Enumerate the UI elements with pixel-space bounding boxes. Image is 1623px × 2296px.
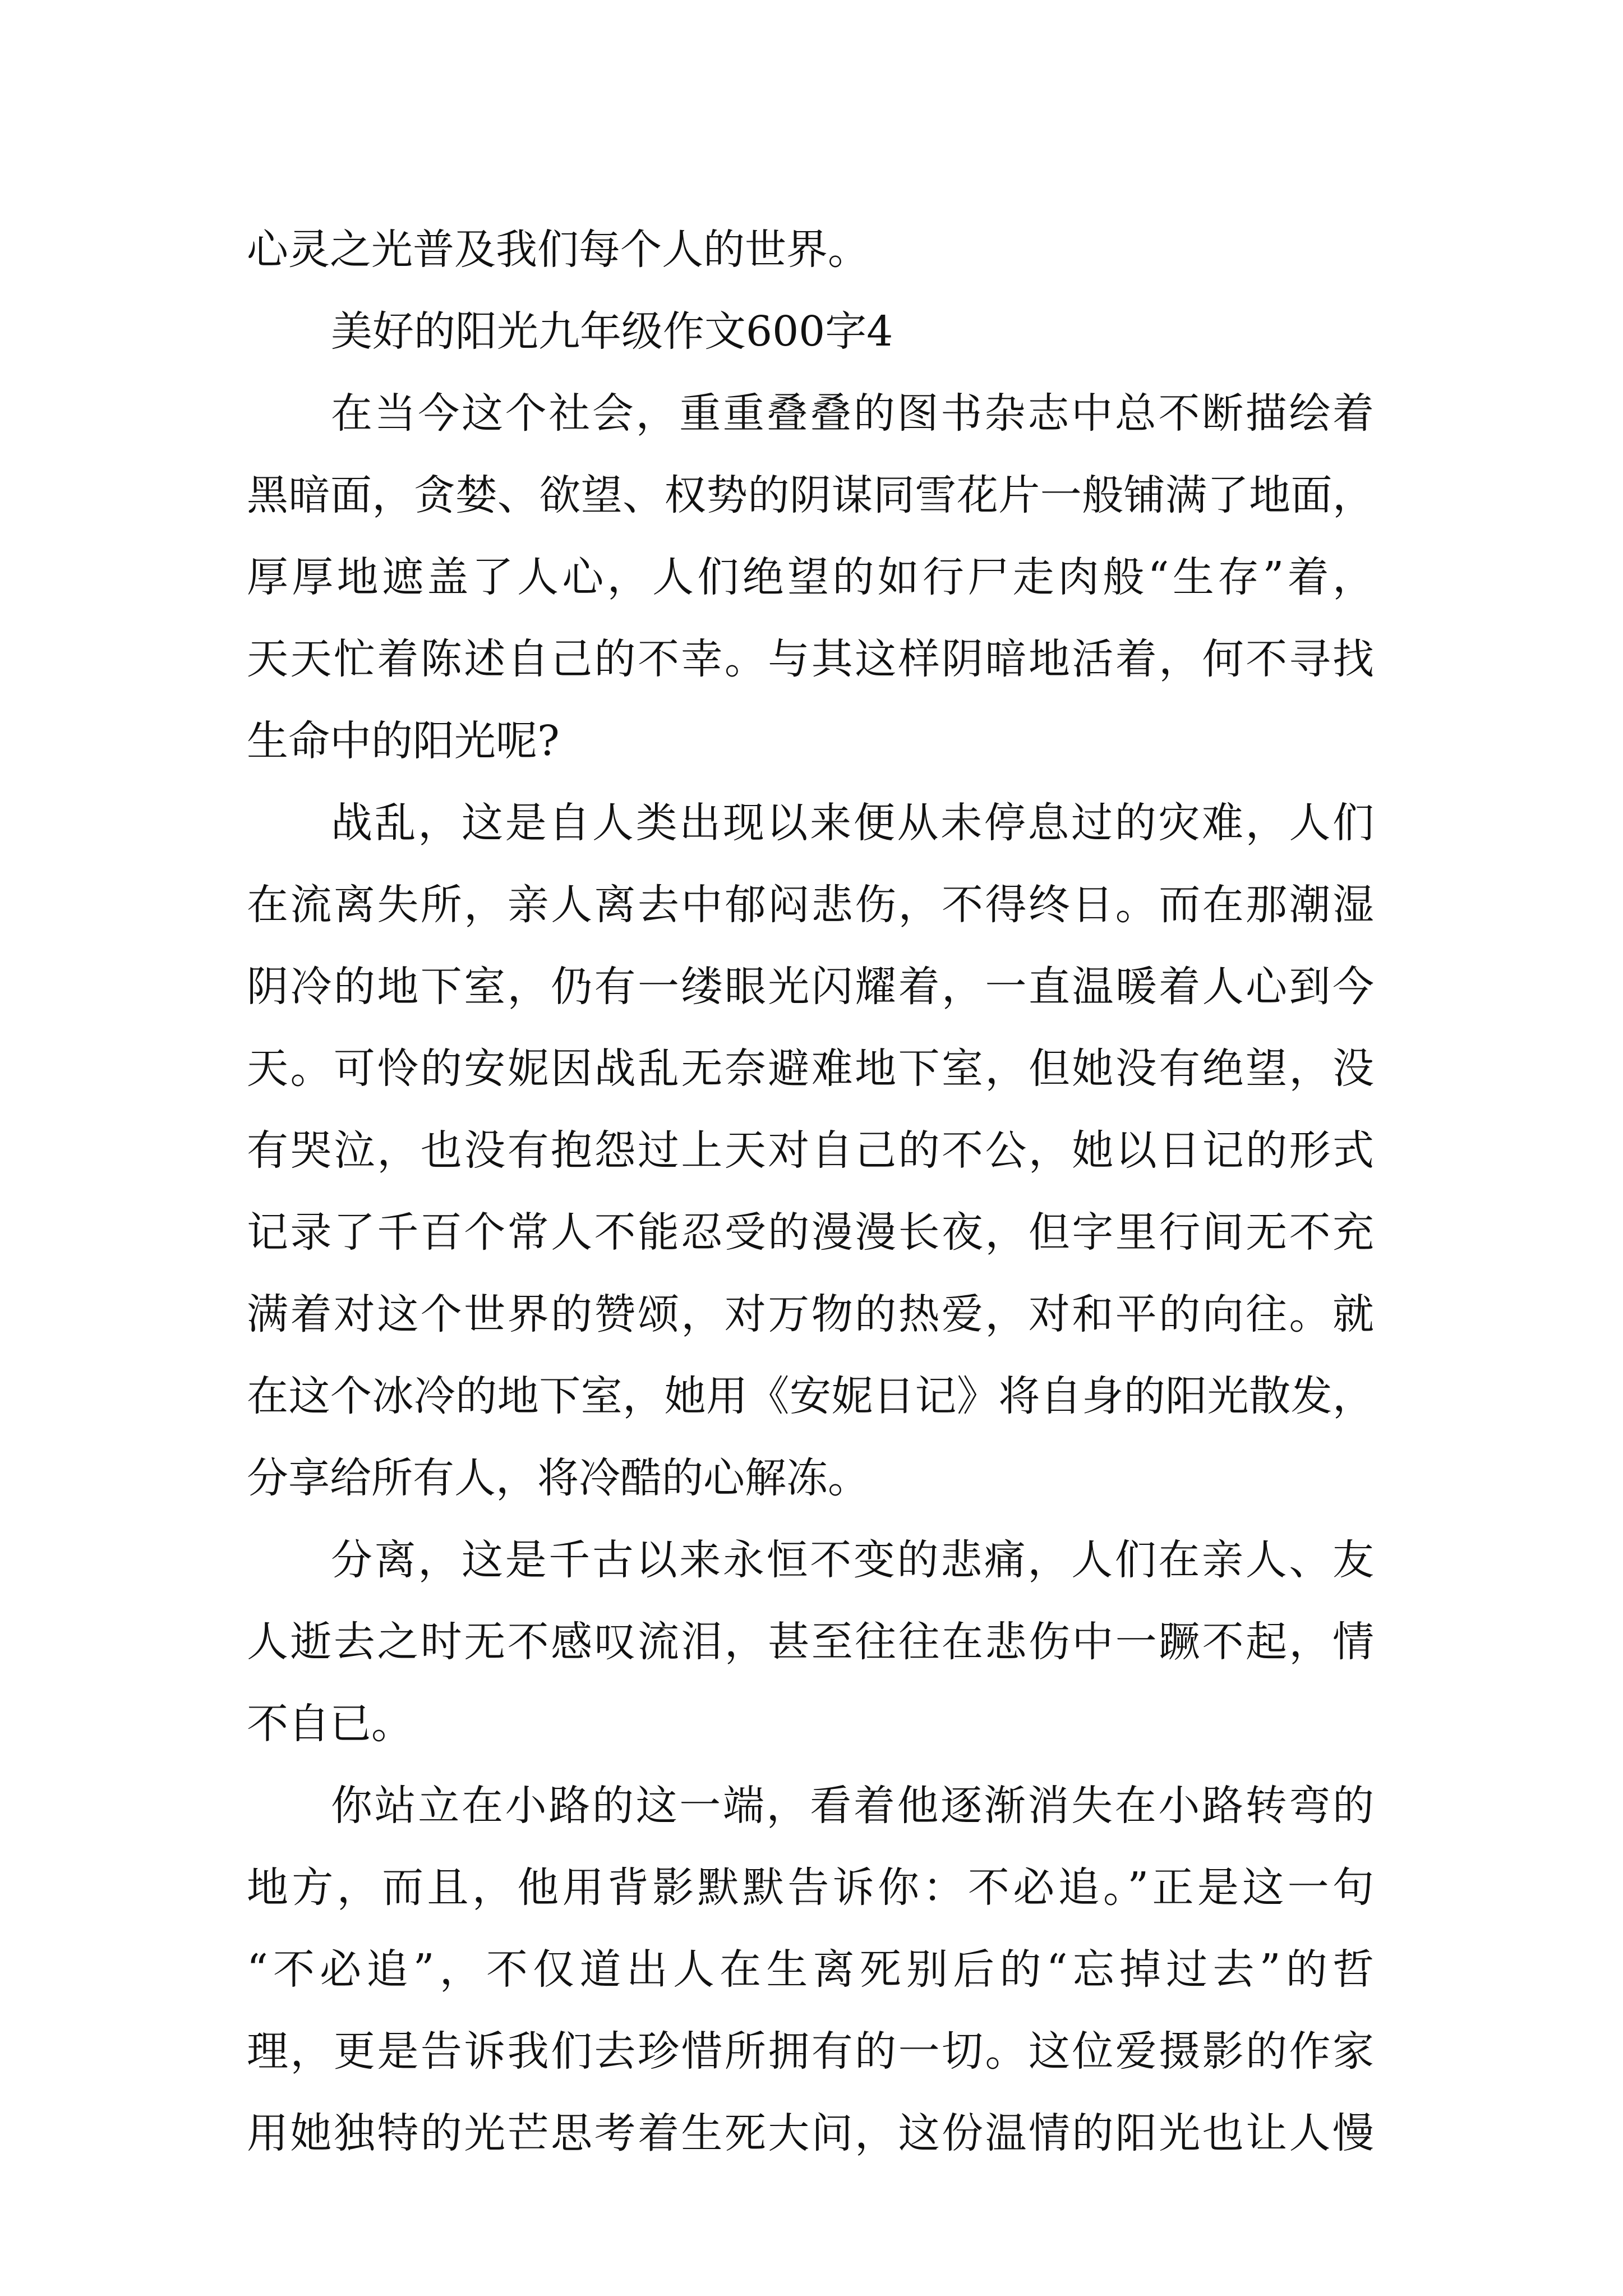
document-page xyxy=(247,209,1374,2174)
paragraph-line: 用她独特的光芒思考着生死大问，这份温情的阳光也让人慢 xyxy=(247,2109,1374,2157)
paragraph-line: 阴冷的地下室，仍有一缕眼光闪耀着，一直温暖着人心到今 xyxy=(247,963,1374,1011)
paragraph-line: 有哭泣，也没有抱怨过上天对自己的不公，她以日记的形式 xyxy=(247,1126,1374,1175)
paragraph-line: 人逝去之时无不感叹流泪，甚至往往在悲伤中一蹶不起，情 xyxy=(247,1618,1374,1666)
essay-title: 美好的阳光九年级作文600字4 xyxy=(331,307,893,356)
paragraph-line: 在当今这个社会，重重叠叠的图书杂志中总不断描绘着 xyxy=(331,389,1374,438)
paragraph-line: 黑暗面，贪婪、欲望、权势的阴谋同雪花片一般铺满了地面， xyxy=(247,471,1374,519)
paragraph-line: 理，更是告诉我们去珍惜所拥有的一切。这位爱摄影的作家 xyxy=(247,2027,1374,2076)
paragraph-line: 分享给所有人，将冷酷的心解冻。 xyxy=(247,1454,869,1502)
paragraph-line: 记录了千百个常人不能忍受的漫漫长夜，但字里行间无不充 xyxy=(247,1208,1374,1257)
paragraph-line: 不自已。 xyxy=(247,1700,413,1748)
paragraph-line: 厚厚地遮盖了人心，人们绝望的如行尸走肉般“生存”着， xyxy=(247,553,1374,601)
paragraph-line: 天天忙着陈述自己的不幸。与其这样阴暗地活着，何不寻找 xyxy=(247,635,1374,683)
paragraph-line: 满着对这个世界的赞颂，对万物的热爱，对和平的向往。就 xyxy=(247,1290,1374,1338)
paragraph-line: 分离，这是千古以来永恒不变的悲痛，人们在亲人、友 xyxy=(331,1536,1374,1584)
paragraph-line: 在这个冰冷的地下室，她用《安妮日记》将自身的阳光散发， xyxy=(247,1372,1374,1420)
paragraph-line: 地方，而且，他用背影默默告诉你：不必追。”正是这一句 xyxy=(247,1864,1374,1912)
paragraph-line: 生命中的阳光呢? xyxy=(247,717,560,765)
paragraph-line: 战乱，这是自人类出现以来便从未停息过的灾难，人们 xyxy=(331,799,1374,847)
paragraph-line: 天。可怜的安妮因战乱无奈避难地下室，但她没有绝望，没 xyxy=(247,1045,1374,1093)
paragraph-line: 你站立在小路的这一端，看着他逐渐消失在小路转弯的 xyxy=(331,1782,1374,1830)
paragraph-line: “不必追”，不仅道出人在生离死别后的“忘掉过去”的哲 xyxy=(247,1945,1374,1994)
paragraph-line: 在流离失所，亲人离去中郁闷悲伤，不得终日。而在那潮湿 xyxy=(247,881,1374,929)
paragraph-line: 心灵之光普及我们每个人的世界。 xyxy=(247,226,869,274)
